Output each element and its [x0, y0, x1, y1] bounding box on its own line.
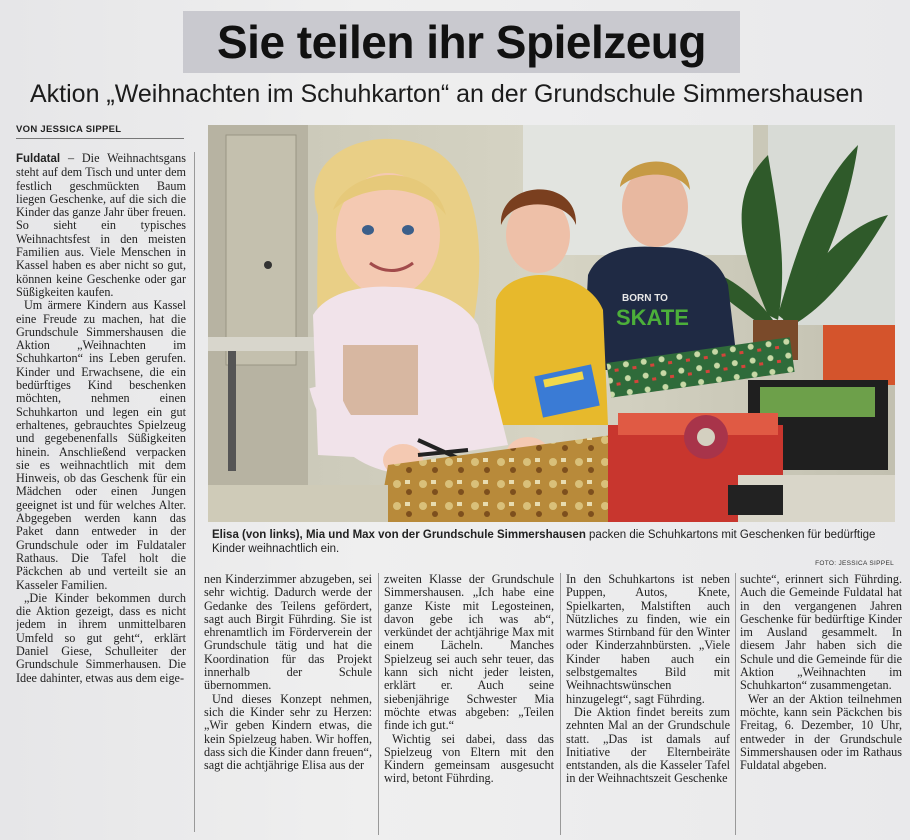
article-column-3 [384, 573, 554, 837]
subheadline: Aktion „Weihnachten im Schuhkarton“ an der Grundschule Simmershausen [30, 80, 864, 108]
caption-names: Elisa (von links), Mia und Max von der Grundschule Simmershausen [212, 529, 586, 541]
photo-children-wrapping-gifts [208, 125, 895, 522]
photo-credit: FOTO: JESSICA SIPPEL [815, 560, 894, 567]
column-rule [378, 573, 379, 835]
paragraph: Und dieses Konzept nehmen, sich die Kinder sehr zu Herzen: „Wir geben Kindern etwas, die kein Spielzeug haben. Wir hoffen, dass sich die Kinder dann freuen“, sagt die achtjährige Elisa aus der [204, 691, 372, 773]
paragraph: Die Aktion findet bereits zum zehnten Mal an der Grundschule statt. „Das ist damals auf Initiative der Elternbeiräte entstanden, als die Kasseler Tafel in der Weihnachtszeit Geschenke [566, 704, 730, 786]
column-rule [194, 152, 195, 832]
paragraph: zweiten Klasse der Grundschule Simmershausen. „Ich habe eine ganze Kiste mit Legosteinen, davon gebe ich was ab“, verkündet der achtjährige Max mit einem Lächeln. Manches Spielzeug sei auch sehr teuer, das kann sich nicht jeder leisten, erklärt er. Auch seine siebenjährige Schwester Mia möchte etwas abgeben: „Teilen finde ich gut.“ [384, 573, 554, 733]
article-column-1 [16, 152, 186, 837]
paragraph: suchte“, erinnert sich Führding. Auch die Gemeinde Fuldatal hat in den vergangenen Jahren Geschenke für bedürftige Kinder im Ausland gesammelt. In diesem Jahr haben sich die Schule und die Gemeinde für die Aktion „Weihnachten im Schuhkarton“ zusammengetan. [740, 573, 902, 693]
column-rule [560, 573, 561, 835]
article-column-5 [740, 573, 902, 837]
paragraph: Fuldatal – Die Weihnachtsgans steht auf dem Tisch und unter dem festlich geschmückten Baum liegen Geschenke, auf die sich die Kinder das ganze Jahr über freuen. So sieht ein typisches Weihnachtsfest in den meisten Familien aus. Viele Menschen in Kassel haben es aber nicht so gut, können keine Geschenke oder gar Süßigkeiten kaufen. [16, 152, 186, 299]
headline-banner [183, 11, 740, 73]
article-photo [208, 125, 895, 522]
shirt-text-born-to: BORN TO [622, 293, 668, 304]
paragraph: Wer an der Aktion teilnehmen möchte, kann sein Päckchen bis Freitag, 6. Dezember, 10 Uhr, entweder in der Grundschule Simmershausen oder im Rathaus Fuldatal abgeben. [740, 691, 902, 773]
paragraph: In den Schuhkartons ist neben Puppen, Autos, Knete, Spielkarten, Malstiften auch Nützliches zu finden, wie ein warmes Stirnband für den Winter oder Kinderzahnbürsten. „Viele Kinder haben auch ein selbstgemaltes Bild mit Weihnachtswünschen hinzugelegt“, sagt Führding. [566, 573, 730, 706]
headline: Sie teilen ihr Spielzeug [216, 16, 706, 68]
dateline: Fuldatal [16, 153, 61, 165]
paragraph: „Die Kinder bekommen durch die Aktion gezeigt, dass es nicht jedem in ihrem unmittelbaren Umfeld so gut geht“, erklärt Daniel Giese, Schulleiter der Grundschule Simmerhausen. Die Idee dahinter, etwas aus dem eige- [16, 590, 186, 685]
paragraph: Wichtig sei dabei, dass das Spielzeug von Eltern mit den Kindern gemeinsam ausgesucht wird, betont Führding. [384, 731, 554, 786]
paragraph: Um ärmere Kindern aus Kassel eine Freude zu machen, hat die Grundschule Simmershausen die Aktion „Weihnachten im Schuhkarton“ ins Leben gerufen. Kinder und Erwachsene, die ein bedürftiges Kind beschenken möchten, nehmen einen Schuhkarton und legen ein gut erhaltenes, gebrauchtes Spielzeug und gegebenenfalls Süßigkeiten hinein. Anschließend verpacken sie es weihnachtlich mit dem Hinweis, ob das Geschenk für ein Mädchen oder einen Jungen geeignet ist und für welches Alter. Abgegeben werden kann das Paket dann entweder in der Grundschule oder im Fuldataler Rathaus. Die Tafel holt die Päckchen ab und verteilt sie an Kasseler Familien. [16, 298, 186, 592]
article-column-2 [204, 573, 372, 837]
byline: VON JESSICA SIPPEL [16, 124, 184, 139]
shirt-text-skate: SKATE [616, 305, 689, 330]
column-rule [735, 573, 736, 835]
photo-caption [212, 528, 897, 556]
article-column-4 [566, 573, 730, 837]
caption-text: packen die Schuhkartons mit Geschenken für bedürftige Kinder weihnachtlich ein. [212, 529, 876, 555]
paragraph: nen Kinderzimmer abzugeben, sei sehr wichtig. Dadurch werde der Gedanke des Teilens gefördert, sagt auch Birgit Führding. Sie ist ehrenamtlich im Förderverein der Grundschule tätig und hat die Koordination für das Projekt innerhalb der Schule übernommen. [204, 573, 372, 693]
